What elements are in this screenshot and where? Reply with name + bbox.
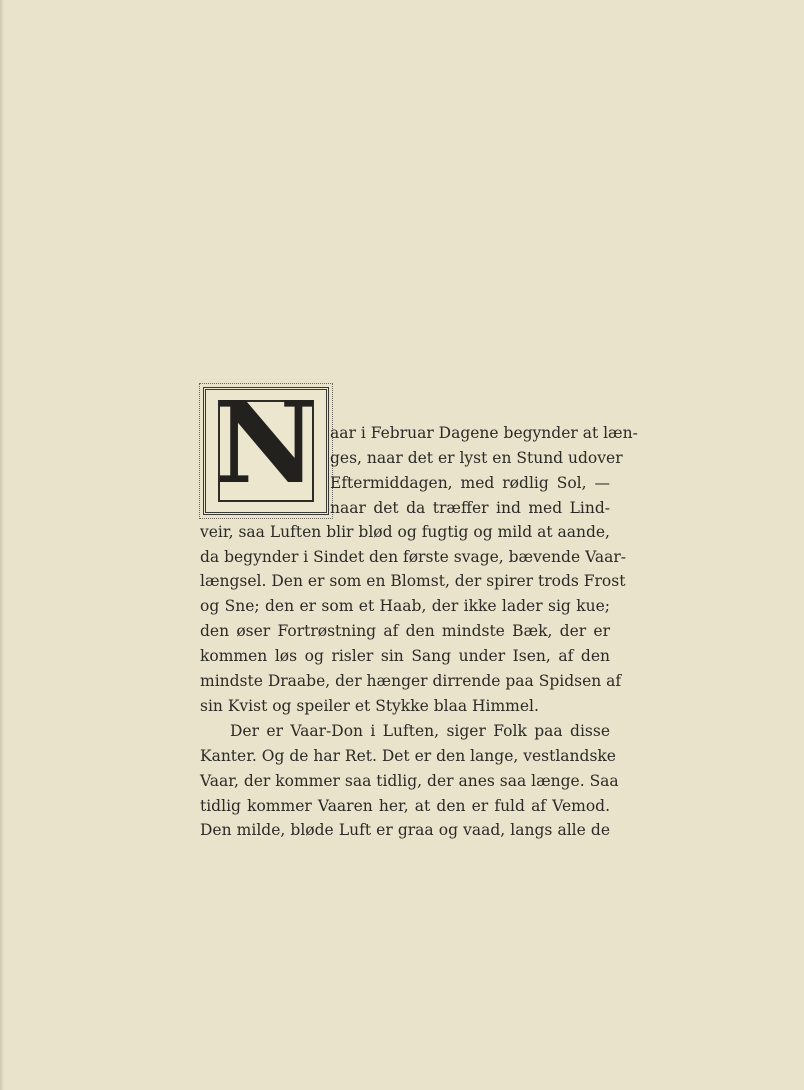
page-edge — [0, 0, 4, 1090]
text-line: mindste Draabe, der hænger dirrende paa Spidsen af — [200, 672, 622, 690]
text-line: sin Kvist og speiler et Stykke blaa Himmel. — [200, 697, 539, 715]
initial-letter: N — [214, 378, 318, 509]
text-line: den øser Fortrøstning af den mindste Bæk, der er — [200, 622, 610, 640]
text-line: Der er Vaar-Don i Luften, siger Folk paa disse — [230, 722, 610, 740]
text-line: veir, saa Luften blir blød og fugtig og mild at aande, — [200, 523, 610, 541]
text-line: da begynder i Sindet den første svage, bævende Vaar- — [200, 548, 626, 566]
text-line: og Sne; den er som et Haab, der ikke lader sig kue; — [200, 597, 610, 615]
text-line: naar det da træffer ind med Lind- — [330, 499, 610, 517]
text-line: Den milde, bløde Luft er graa og vaad, langs alle de — [200, 821, 610, 839]
text-line: aar i Februar Dagene begynder at læn- — [330, 424, 638, 442]
text-line: Vaar, der kommer saa tidlig, der anes saa længe. Saa — [200, 772, 619, 790]
text-line: Kanter. Og de har Ret. Det er den lange, vestlandske — [200, 747, 616, 765]
text-line: Eftermiddagen, med rødlig Sol, — — [330, 474, 610, 492]
ornamental-initial — [203, 378, 329, 515]
text-line: tidlig kommer Vaaren her, at den er fuld af Vemod. — [200, 797, 610, 815]
text-line: ges, naar det er lyst en Stund udover — [330, 449, 623, 467]
text-line: længsel. Den er som en Blomst, der spirer trods Frost — [200, 572, 626, 590]
text-line: kommen løs og risler sin Sang under Isen, af den — [200, 647, 610, 665]
